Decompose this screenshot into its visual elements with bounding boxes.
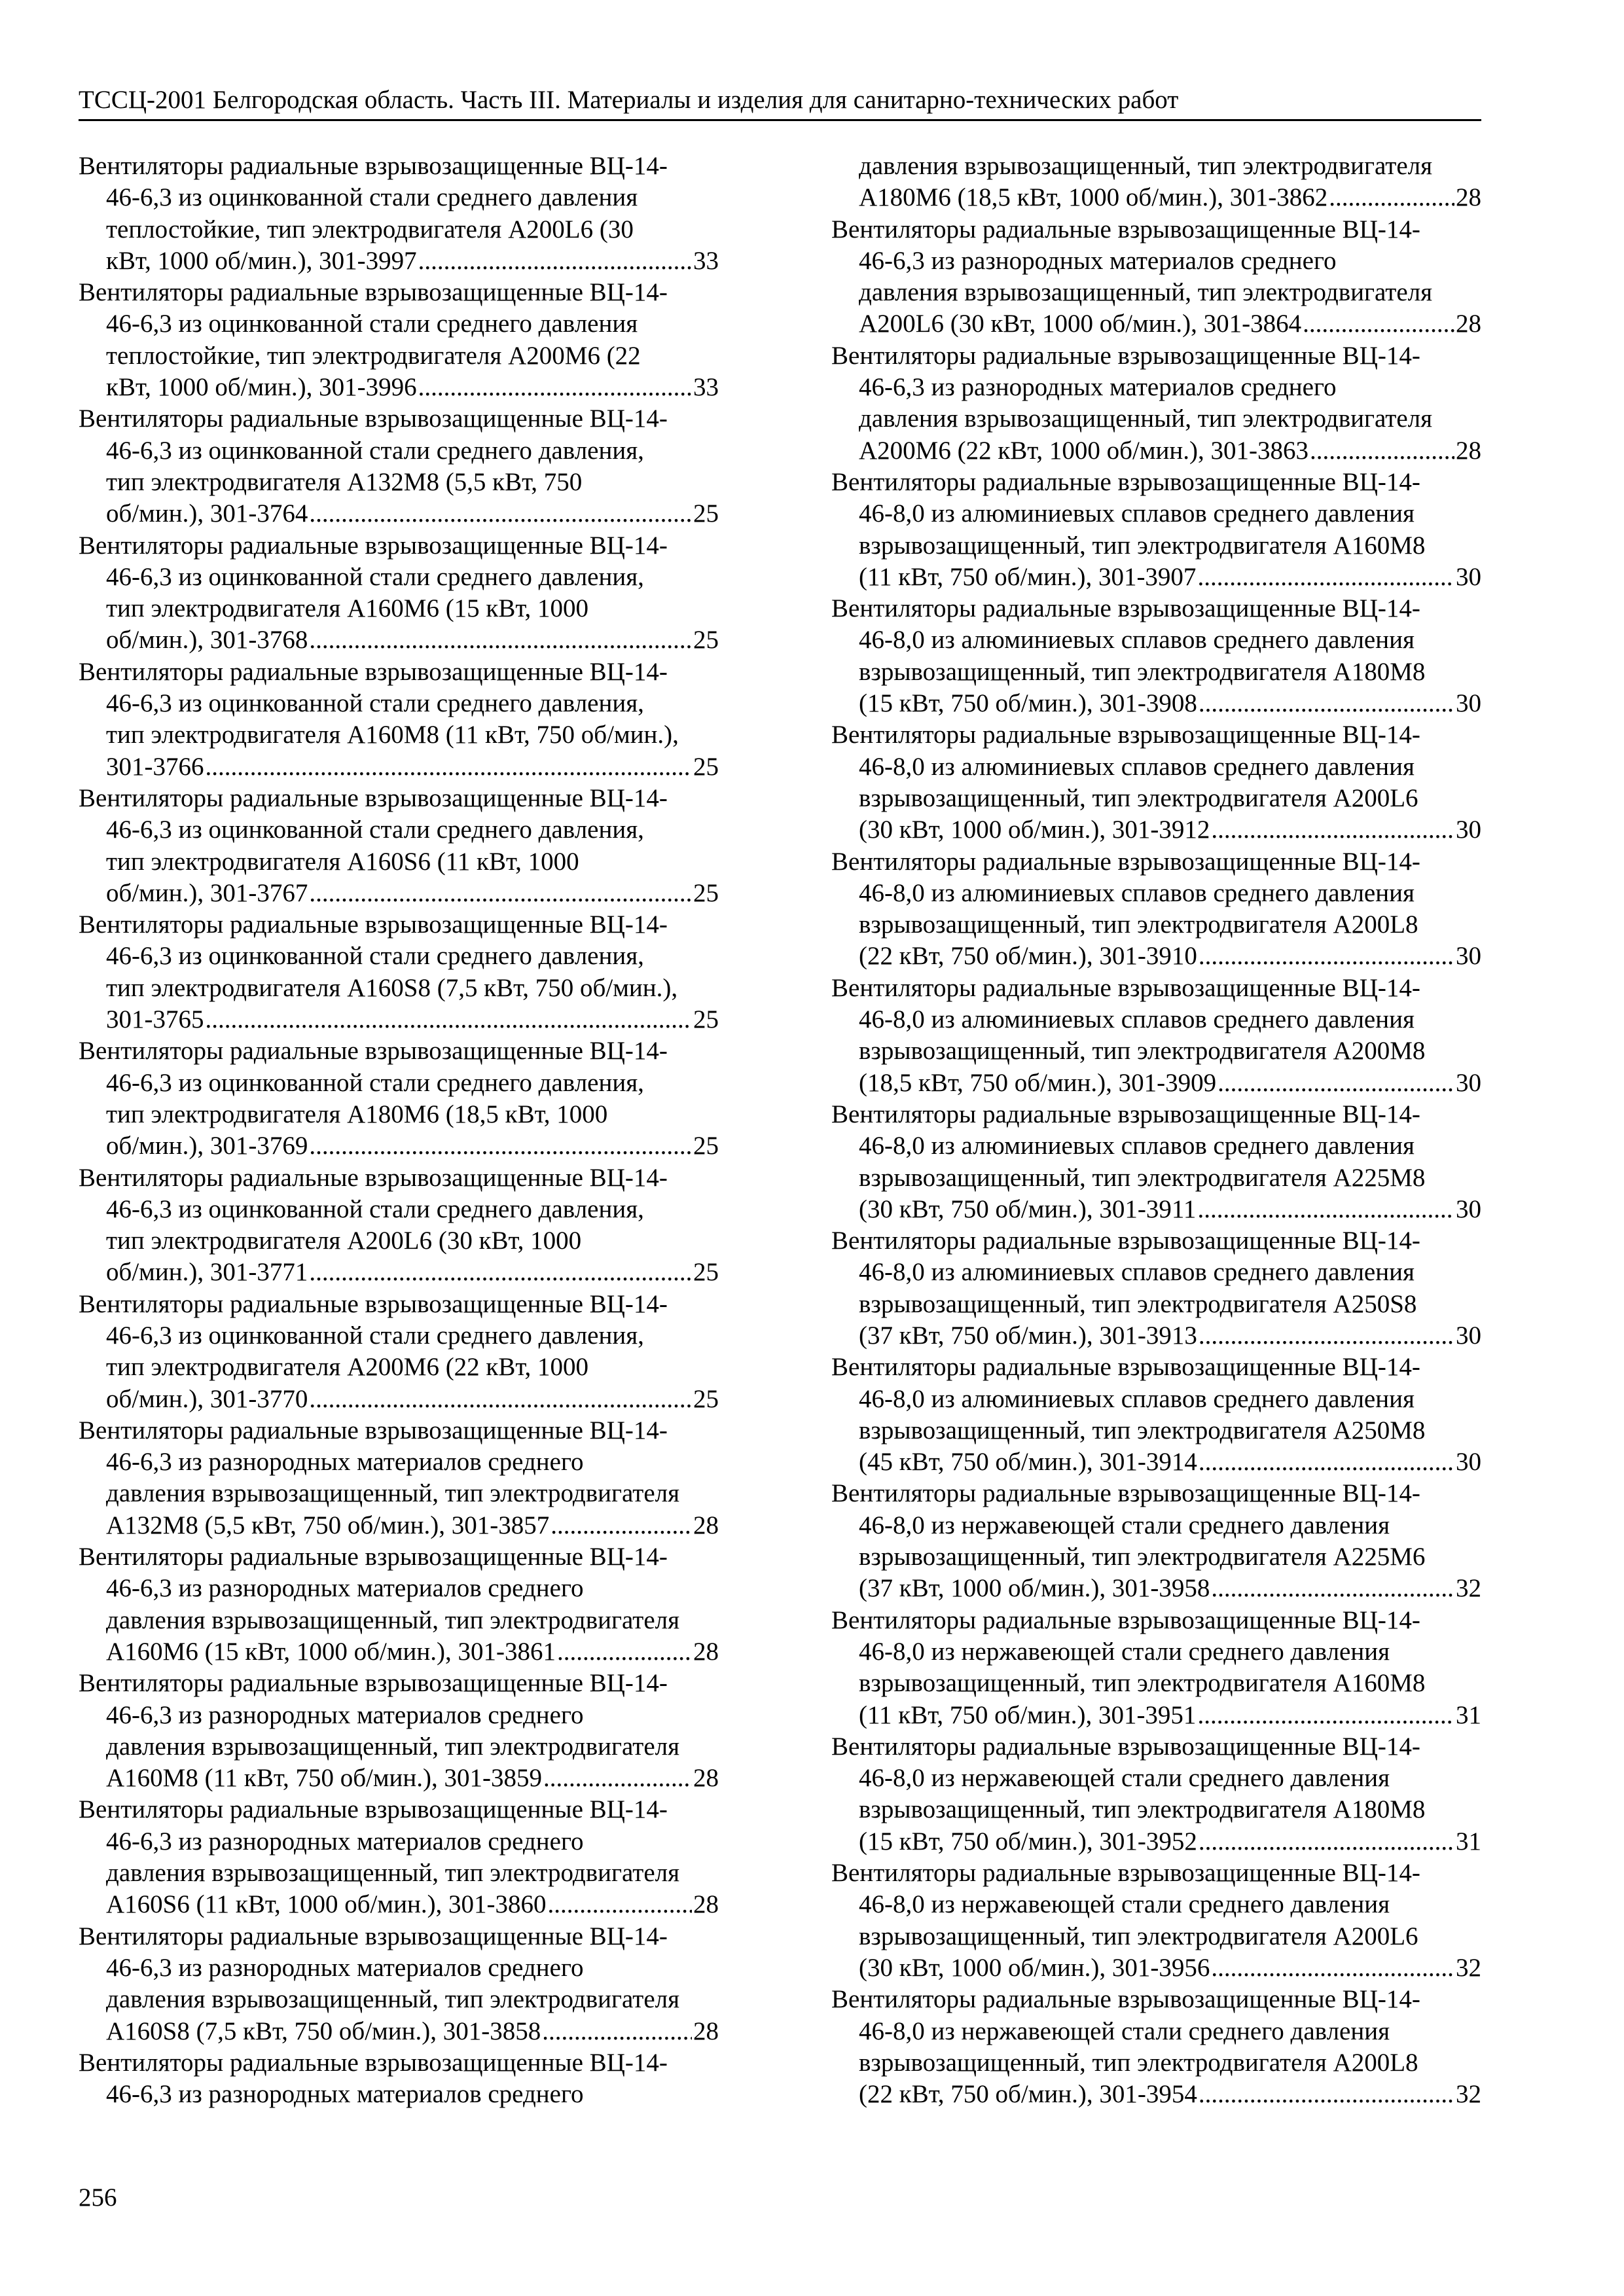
index-entry — [831, 1225, 1481, 1352]
entry-line: 46-6,3 из разнородных материалов среднего — [859, 373, 1337, 402]
entry-line: Вентиляторы радиальные взрывозащищенные ВЦ-14- — [831, 973, 1420, 1002]
index-entry — [79, 656, 719, 783]
dot-leader — [206, 751, 693, 783]
index-entry — [79, 1035, 719, 1162]
dot-leader — [542, 2016, 692, 2047]
entry-line: Вентиляторы радиальные взрывозащищенные ВЦ-14- — [79, 152, 668, 180]
entry-page-ref: 31 — [1456, 1700, 1481, 1729]
entry-line: давления взрывозащищенный, тип электродвигателя — [859, 278, 1433, 307]
dot-leader — [548, 1889, 692, 1920]
entry-line: 46-6,3 из оцинкованной стали среднего давления, — [106, 1321, 644, 1350]
entry-line: (18,5 кВт, 750 об/мин.), 301-3909 — [859, 1068, 1217, 1097]
index-entry — [79, 1668, 719, 1794]
dot-leader — [1199, 2079, 1454, 2110]
entry-leader-line — [79, 372, 719, 403]
entry-line: Вентиляторы радиальные взрывозащищенные ВЦ-14- — [79, 278, 668, 307]
entry-leader-line — [79, 1384, 719, 1415]
entry-line: кВт, 1000 об/мин.), 301-3997 — [106, 246, 417, 275]
entry-line: давления взрывозащищенный, тип электродвигателя — [859, 404, 1433, 433]
entry-leader-line — [831, 1194, 1481, 1225]
entry-page-ref: 28 — [693, 1637, 719, 1666]
entry-page-ref: 30 — [1456, 1321, 1481, 1350]
dot-leader — [1197, 562, 1454, 593]
entry-line: (11 кВт, 750 об/мин.), 301-3907 — [859, 562, 1197, 591]
entry-line: Вентиляторы радиальные взрывозащищенные ВЦ-14- — [79, 1795, 668, 1824]
entry-line: Вентиляторы радиальные взрывозащищенные ВЦ-14- — [831, 594, 1420, 623]
index-entry — [79, 1921, 719, 2047]
index-entry — [831, 1857, 1481, 1984]
entry-page-ref: 25 — [693, 1005, 719, 1034]
entry-line: 46-8,0 из нержавеющей стали среднего давления — [859, 1511, 1390, 1539]
index-entry — [831, 1352, 1481, 1478]
entry-line: 301-3766 — [106, 752, 204, 781]
entry-line: 46-6,3 из оцинкованной стали среднего давления — [106, 310, 638, 338]
entry-line: взрывозащищенный, тип электродвигателя А250М8 — [859, 1416, 1426, 1444]
entry-line: 46-6,3 из разнородных материалов среднего — [859, 246, 1337, 275]
entry-line: 46-8,0 из нержавеющей стали среднего давления — [859, 1890, 1390, 1919]
entry-line: Вентиляторы радиальные взрывозащищенные ВЦ-14- — [831, 1479, 1420, 1508]
entry-line: Вентиляторы радиальные взрывозащищенные ВЦ-14- — [79, 1669, 668, 1698]
entry-line: (15 кВт, 750 об/мин.), 301-3908 — [859, 689, 1197, 718]
index-entry — [831, 1478, 1481, 1604]
entry-page-ref: 25 — [693, 1384, 719, 1413]
entry-line: взрывозащищенный, тип электродвигателя А180М8 — [859, 657, 1426, 686]
dot-leader — [557, 1636, 692, 1668]
entry-line: тип электродвигателя А160S8 (7,5 кВт, 750 об/мин.), — [106, 973, 678, 1002]
entry-leader-line — [831, 941, 1481, 972]
entry-page-ref: 30 — [1456, 562, 1481, 591]
entry-leader-line — [831, 688, 1481, 719]
entry-line: 46-6,3 из оцинкованной стали среднего давления, — [106, 436, 644, 465]
entry-line: взрывозащищенный, тип электродвигателя А160М8 — [859, 1669, 1426, 1698]
entry-line: 46-8,0 из нержавеющей стали среднего давления — [859, 2017, 1390, 2045]
entry-line: об/мин.), 301-3770 — [106, 1384, 308, 1413]
entry-line: взрывозащищенный, тип электродвигателя А225М6 — [859, 1543, 1426, 1571]
entry-page-ref: 33 — [693, 246, 719, 275]
dot-leader — [1211, 814, 1454, 846]
entry-line: 46-6,3 из разнородных материалов среднего — [106, 1953, 584, 1982]
entry-line: А200L6 (30 кВт, 1000 об/мин.), 301-3864 — [859, 310, 1302, 338]
entry-line: взрывозащищенный, тип электродвигателя А200L8 — [859, 910, 1418, 939]
dot-leader — [1211, 1952, 1454, 1984]
entry-line: 46-8,0 из алюминиевых сплавов среднего давления — [859, 499, 1415, 528]
entry-leader-line — [79, 1510, 719, 1541]
dot-leader — [309, 624, 692, 656]
entry-line: теплостойкие, тип электродвигателя А200М6 (22 — [106, 341, 641, 370]
dot-leader — [1218, 1067, 1454, 1099]
entry-line: об/мин.), 301-3771 — [106, 1258, 308, 1287]
entry-page-ref: 25 — [693, 878, 719, 907]
index-entry — [79, 277, 719, 403]
entry-page-ref: 30 — [1456, 816, 1481, 844]
entry-line: об/мин.), 301-3767 — [106, 878, 308, 907]
entry-line: взрывозащищенный, тип электродвигателя А200М8 — [859, 1037, 1426, 1066]
index-entry — [79, 1794, 719, 1920]
entry-line: 46-6,3 из оцинкованной стали среднего давления, — [106, 1194, 644, 1223]
entry-leader-line — [831, 814, 1481, 846]
index-entry — [79, 1415, 719, 1541]
entry-leader-line — [831, 562, 1481, 593]
entry-page-ref: 28 — [1456, 436, 1481, 465]
entry-line: 46-8,0 из алюминиевых сплавов среднего давления — [859, 1384, 1415, 1413]
entry-line: взрывозащищенный, тип электродвигателя А200L6 — [859, 1922, 1418, 1950]
dot-leader — [309, 1257, 692, 1288]
entry-leader-line — [79, 1889, 719, 1920]
entry-line: Вентиляторы радиальные взрывозащищенные ВЦ-14- — [79, 1037, 668, 1066]
entry-page-ref: 28 — [693, 2017, 719, 2045]
entry-line: тип электродвигателя А160S6 (11 кВт, 1000 — [106, 847, 579, 876]
entry-line: Вентиляторы радиальные взрывозащищенные ВЦ-14- — [79, 2048, 668, 2077]
entry-leader-line — [831, 182, 1481, 213]
index-entry — [831, 214, 1481, 340]
entry-line: взрывозащищенный, тип электродвигателя А180М8 — [859, 1795, 1426, 1824]
entry-leader-line — [79, 1636, 719, 1668]
entry-line: Вентиляторы радиальные взрывозащищенные ВЦ-14- — [831, 1605, 1420, 1634]
dot-leader — [418, 245, 692, 277]
entry-line: 46-8,0 из алюминиевых сплавов среднего давления — [859, 878, 1415, 907]
entry-line: кВт, 1000 об/мин.), 301-3996 — [106, 373, 417, 402]
entry-line: Вентиляторы радиальные взрывозащищенные ВЦ-14- — [79, 404, 668, 433]
entry-leader-line — [79, 1763, 719, 1794]
entry-line: взрывозащищенный, тип электродвигателя А200L6 — [859, 783, 1418, 812]
dot-leader — [543, 1763, 692, 1794]
index-entry — [79, 1162, 719, 1289]
index-entry — [831, 719, 1481, 846]
entry-line: Вентиляторы радиальные взрывозащищенные ВЦ-14- — [79, 531, 668, 560]
entry-leader-line — [79, 1257, 719, 1288]
entry-line: (45 кВт, 750 об/мин.), 301-3914 — [859, 1448, 1197, 1477]
entry-page-ref: 25 — [693, 752, 719, 781]
entry-leader-line — [79, 878, 719, 909]
entry-line: Вентиляторы радиальные взрывозащищенные ВЦ-14- — [79, 783, 668, 812]
entry-line: Вентиляторы радиальные взрывозащищенные ВЦ-14- — [831, 215, 1420, 243]
entry-line: Вентиляторы радиальные взрывозащищенные ВЦ-14- — [831, 1732, 1420, 1761]
entry-page-ref: 25 — [693, 1132, 719, 1160]
index-entry — [831, 846, 1481, 973]
entry-page-ref: 32 — [1456, 2080, 1481, 2109]
entry-page-ref: 32 — [1456, 1953, 1481, 1982]
index-column-right — [831, 151, 1481, 2110]
entry-line: 46-6,3 из оцинкованной стали среднего давления, — [106, 942, 644, 971]
entry-line: Вентиляторы радиальные взрывозащищенные ВЦ-14- — [79, 1543, 668, 1571]
entry-page-ref: 28 — [1456, 310, 1481, 338]
entry-page-ref: 31 — [1456, 1827, 1481, 1856]
entry-line: А160М8 (11 кВт, 750 об/мин.), 301-3859 — [106, 1764, 543, 1793]
entry-line: (30 кВт, 1000 об/мин.), 301-3956 — [859, 1953, 1210, 1982]
entry-line: Вентиляторы радиальные взрывозащищенные ВЦ-14- — [831, 1227, 1420, 1255]
entry-leader-line — [831, 2079, 1481, 2110]
entry-line: Вентиляторы радиальные взрывозащищенные ВЦ-14- — [831, 1353, 1420, 1382]
entry-leader-line — [831, 435, 1481, 467]
index-entry — [831, 1605, 1481, 1731]
entry-line: А200М6 (22 кВт, 1000 об/мин.), 301-3863 — [859, 436, 1308, 465]
entry-line: Вентиляторы радиальные взрывозащищенные ВЦ-14- — [79, 1416, 668, 1444]
entry-line: 46-6,3 из разнородных материалов среднего — [106, 1574, 584, 1603]
dot-leader — [309, 1384, 692, 1415]
entry-line: Вентиляторы радиальные взрывозащищенные ВЦ-14- — [831, 1859, 1420, 1888]
entry-line: Вентиляторы радиальные взрывозащищенные ВЦ-14- — [79, 1289, 668, 1318]
entry-leader-line — [831, 1826, 1481, 1857]
index-entry — [79, 2047, 719, 2111]
entry-line: Вентиляторы радиальные взрывозащищенные ВЦ-14- — [831, 341, 1420, 370]
entry-page-ref: 28 — [693, 1890, 719, 1919]
entry-page-ref: 30 — [1456, 1194, 1481, 1223]
index-entry — [831, 973, 1481, 1099]
dot-leader — [1197, 1194, 1454, 1225]
entry-page-ref: 25 — [693, 1258, 719, 1287]
entry-line: (15 кВт, 750 об/мин.), 301-3952 — [859, 1827, 1197, 1856]
entry-line: давления взрывозащищенный, тип электродвигателя — [106, 1732, 680, 1761]
entry-page-ref: 28 — [693, 1764, 719, 1793]
entry-line: Вентиляторы радиальные взрывозащищенные ВЦ-14- — [831, 467, 1420, 496]
entry-page-ref: 33 — [693, 373, 719, 402]
entry-leader-line — [79, 2016, 719, 2047]
dot-leader — [1310, 435, 1454, 467]
entry-page-ref: 25 — [693, 499, 719, 528]
index-entry — [79, 1289, 719, 1415]
index-entry — [831, 1099, 1481, 1225]
dot-leader — [1199, 941, 1454, 972]
entry-line: взрывозащищенный, тип электродвигателя А200L8 — [859, 2048, 1418, 2077]
entry-page-ref: 25 — [693, 626, 719, 655]
entry-line: 46-8,0 из нержавеющей стали среднего давления — [859, 1637, 1390, 1666]
index-entry — [831, 467, 1481, 593]
entry-line: (11 кВт, 750 об/мин.), 301-3951 — [859, 1700, 1197, 1729]
dot-leader — [1329, 182, 1454, 213]
entry-leader-line — [79, 498, 719, 529]
entry-line: тип электродвигателя А200L6 (30 кВт, 1000 — [106, 1227, 582, 1255]
entry-line: об/мин.), 301-3764 — [106, 499, 308, 528]
entry-line: 46-8,0 из алюминиевых сплавов среднего давления — [859, 1005, 1415, 1034]
dot-leader — [1303, 308, 1454, 340]
entry-line: давления взрывозащищенный, тип электродвигателя — [106, 1479, 680, 1508]
index-entry — [79, 1541, 719, 1668]
entry-line: (22 кВт, 750 об/мин.), 301-3954 — [859, 2080, 1197, 2109]
entry-leader-line — [79, 245, 719, 277]
entry-line: Вентиляторы радиальные взрывозащищенные ВЦ-14- — [79, 657, 668, 686]
entry-line: 46-6,3 из разнородных материалов среднего — [106, 1448, 584, 1477]
entry-page-ref: 32 — [1456, 1574, 1481, 1603]
dot-leader — [1199, 1320, 1454, 1352]
dot-leader — [550, 1510, 692, 1541]
entry-line: 46-8,0 из нержавеющей стали среднего давления — [859, 1764, 1390, 1793]
entry-leader-line — [79, 1130, 719, 1162]
index-entry — [79, 151, 719, 277]
index-entry — [831, 593, 1481, 719]
entry-line: Вентиляторы радиальные взрывозащищенные ВЦ-14- — [831, 1985, 1420, 2014]
dot-leader — [1197, 1700, 1454, 1731]
dot-leader — [309, 498, 692, 529]
entry-leader-line — [831, 308, 1481, 340]
entry-page-ref: 30 — [1456, 1068, 1481, 1097]
dot-leader — [206, 1004, 693, 1035]
entry-line: А180М6 (18,5 кВт, 1000 об/мин.), 301-3862 — [859, 183, 1328, 212]
index-entry — [831, 1731, 1481, 1857]
entry-line: об/мин.), 301-3769 — [106, 1132, 308, 1160]
index-column-left — [79, 151, 719, 2110]
entry-line: А132М8 (5,5 кВт, 750 об/мин.), 301-3857 — [106, 1511, 550, 1539]
entry-line: тип электродвигателя А200М6 (22 кВт, 1000 — [106, 1353, 589, 1382]
entry-line: 46-8,0 из алюминиевых сплавов среднего давления — [859, 1258, 1415, 1287]
index-entry — [831, 1984, 1481, 2110]
entry-line: Вентиляторы радиальные взрывозащищенные ВЦ-14- — [79, 1163, 668, 1192]
entry-page-ref: 28 — [1456, 183, 1481, 212]
index-entry — [79, 783, 719, 909]
entry-line: об/мин.), 301-3768 — [106, 626, 308, 655]
entry-line: 46-6,3 из оцинкованной стали среднего давления, — [106, 1068, 644, 1097]
entry-line: (30 кВт, 1000 об/мин.), 301-3912 — [859, 816, 1210, 844]
dot-leader — [1199, 1446, 1454, 1478]
entry-line: (37 кВт, 750 об/мин.), 301-3913 — [859, 1321, 1197, 1350]
entry-line: Вентиляторы радиальные взрывозащищенные ВЦ-14- — [831, 721, 1420, 749]
dot-leader — [309, 878, 692, 909]
entry-line: (22 кВт, 750 об/мин.), 301-3910 — [859, 942, 1197, 971]
entry-page-ref: 30 — [1456, 942, 1481, 971]
entry-leader-line — [831, 1700, 1481, 1731]
entry-leader-line — [79, 1004, 719, 1035]
entry-line: теплостойкие, тип электродвигателя А200L6 (30 — [106, 215, 634, 243]
entry-line: 46-6,3 из оцинкованной стали среднего давления, — [106, 689, 644, 718]
entry-line: А160М6 (15 кВт, 1000 об/мин.), 301-3861 — [106, 1637, 556, 1666]
entry-page-ref: 30 — [1456, 1448, 1481, 1477]
entry-line: 46-8,0 из алюминиевых сплавов среднего давления — [859, 626, 1415, 655]
entry-line: 46-6,3 из разнородных материалов среднего — [106, 2080, 584, 2109]
index-entry — [831, 340, 1481, 467]
entry-line: А160S8 (7,5 кВт, 750 об/мин.), 301-3858 — [106, 2017, 541, 2045]
entry-line: давления взрывозащищенный, тип электродвигателя — [106, 1859, 680, 1888]
page-number: 256 — [79, 2183, 117, 2212]
entry-line: 46-8,0 из алюминиевых сплавов среднего давления — [859, 1132, 1415, 1160]
entry-line: тип электродвигателя А160М6 (15 кВт, 1000 — [106, 594, 589, 623]
entry-leader-line — [831, 1446, 1481, 1478]
index-entry — [79, 530, 719, 656]
entry-line: тип электродвигателя А132М8 (5,5 кВт, 750 — [106, 467, 583, 496]
entry-line: 46-6,3 из разнородных материалов среднего — [106, 1827, 584, 1856]
entry-leader-line — [831, 1067, 1481, 1099]
entry-leader-line — [831, 1952, 1481, 1984]
entry-line: 301-3765 — [106, 1005, 204, 1034]
entry-line: 46-6,3 из оцинкованной стали среднего давления — [106, 183, 638, 212]
entry-leader-line — [79, 624, 719, 656]
entry-line: 46-6,3 из оцинкованной стали среднего давления, — [106, 816, 644, 844]
entry-line: Вентиляторы радиальные взрывозащищенные ВЦ-14- — [831, 1100, 1420, 1128]
entry-line: взрывозащищенный, тип электродвигателя А250S8 — [859, 1289, 1417, 1318]
entry-line: 46-8,0 из алюминиевых сплавов среднего давления — [859, 752, 1415, 781]
entry-line: А160S6 (11 кВт, 1000 об/мин.), 301-3860 — [106, 1890, 547, 1919]
entry-line: Вентиляторы радиальные взрывозащищенные ВЦ-14- — [79, 1922, 668, 1950]
entry-leader-line — [79, 751, 719, 783]
entry-line: Вентиляторы радиальные взрывозащищенные ВЦ-14- — [831, 847, 1420, 876]
entry-line: взрывозащищенный, тип электродвигателя А225М8 — [859, 1163, 1426, 1192]
index-entry — [79, 909, 719, 1035]
entry-page-ref: 30 — [1456, 689, 1481, 718]
entry-line: (30 кВт, 750 об/мин.), 301-3911 — [859, 1194, 1197, 1223]
dot-leader — [418, 372, 692, 403]
dot-leader — [1199, 688, 1454, 719]
entry-line: тип электродвигателя А160М8 (11 кВт, 750 об/мин.), — [106, 721, 679, 749]
entry-leader-line — [831, 1320, 1481, 1352]
entry-line: (37 кВт, 1000 об/мин.), 301-3958 — [859, 1574, 1210, 1603]
entry-line: тип электродвигателя А180М6 (18,5 кВт, 1000 — [106, 1100, 608, 1128]
running-header: ТССЦ-2001 Белгородская область. Часть III. Материалы и изделия для санитарно-технических работ — [79, 84, 1481, 121]
dot-leader — [309, 1130, 692, 1162]
entry-line: 46-6,3 из разнородных материалов среднего — [106, 1700, 584, 1729]
entry-line: давления взрывозащищенный, тип электродвигателя — [106, 1605, 680, 1634]
entry-line: давления взрывозащищенный, тип электродвигателя — [859, 152, 1433, 180]
entry-leader-line — [831, 1573, 1481, 1604]
entry-line: 46-6,3 из оцинкованной стали среднего давления, — [106, 562, 644, 591]
entry-line: Вентиляторы радиальные взрывозащищенные ВЦ-14- — [79, 910, 668, 939]
index-entry — [831, 151, 1481, 214]
entry-line: взрывозащищенный, тип электродвигателя А160М8 — [859, 531, 1426, 560]
index-entry — [79, 403, 719, 529]
dot-leader — [1211, 1573, 1454, 1604]
entry-line: давления взрывозащищенный, тип электродвигателя — [106, 1985, 680, 2014]
entry-page-ref: 28 — [693, 1511, 719, 1539]
dot-leader — [1199, 1826, 1454, 1857]
